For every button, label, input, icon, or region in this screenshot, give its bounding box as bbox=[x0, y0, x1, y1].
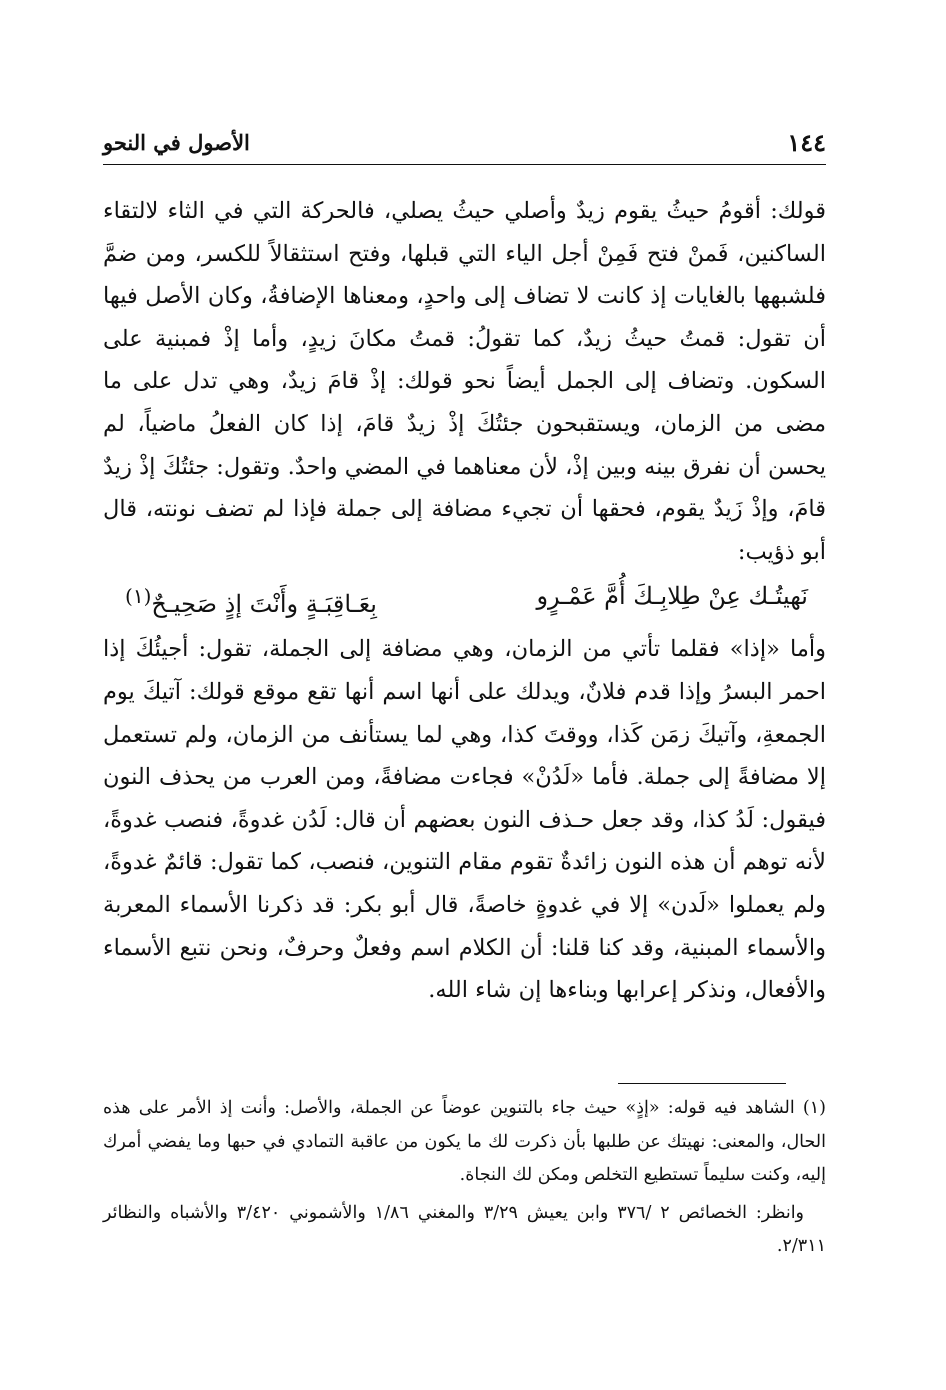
paragraph: وأما «إذا» فقلما تأتي من الزمان، وهي مضافة إلى الجملة، تقول: أجيئُكَ إذا احمر البسرُ وإذا قدم فلانٌ، ويدلك على أنها اسم أنها تقع موقع قولك: آتيكَ يوم الجمعةِ، وآتيكَ زمَن كَذا، ووقتَ كذا، وهي لما يستأنف من الزمان، ولم تستعمل إلا مضافةً إلى جملة. فأما «لَدُنْ» فجاءت مضافةً، ومن العرب من يحذف النون فيقول: لَدُ كذا، وقد جعل حـذف النون بعضهم أن قال: لَدُن غدوةً، فنصب غدوةً، لأنه توهم أن هذه النون زائدةٌ تقوم مقام التنوين، فنصب، كما تقول: قائمٌ غدوةً، ولم يعملوا «لَدن» إلا في غدوةٍ خاصةً، قال أبو بكر: قد ذكرنا الأسماء المعربة والأسماء المبنية، وقد كنا قلنا: أن الكلام اسم وفعلٌ وحرفٌ، ونحن نتبع الأسماء والأفعال، ونذكر إعرابها وبناءها إن شاء الله. bbox=[103, 636, 826, 1004]
footnote-sources: وانظر: الخصائص ٢ /٣٧٦ وابن يعيش ٣/٢٩ والمغني ١/٨٦ والأشموني ٣/٤٢٠ والأشباه والنظائر ٢/٣١١. bbox=[103, 1202, 826, 1256]
verse-second-hemistich bbox=[125, 573, 377, 628]
footnote-mark: (١) bbox=[125, 584, 152, 609]
verse-second-hemistich-text: بِعَـاقِبَـةٍ وأَنْتَ إذٍ صَحِيـحٌ bbox=[151, 590, 377, 619]
main-text bbox=[103, 190, 826, 1012]
footnotes bbox=[103, 1092, 826, 1264]
running-title: الأصول في النحو bbox=[103, 130, 250, 155]
paragraph: قولك: أقومُ حيثُ يقوم زيدٌ وأصلي حيثُ يصلي، فالحركة التي في الثاء لالتقاء الساكنين، فَمنْ فتح فَمِنْ أجل الياء التي قبلها، وفتح استثقالاً للكسر، ومن ضمَّ فلشبهها بالغايات إذ كانت لا تضاف إلى واحدٍ، ومعناها الإضافةُ، وكان الأصل فيها أن تقول: قمتُ حيثُ زيدٌ، كما تقولُ: قمتُ مكانَ زيدٍ، وأما إذْ فمبنية على السكون. وتضاف إلى الجمل أيضاً نحو قولك: إذْ قامَ زيدٌ، وهي تدل على ما مضى من الزمان، ويستقبحون جئتُكَ إذْ زيدٌ قامَ، إذا كان الفعلُ ماضياً، لم يحسن أن نفرق بينه وبين إذْ، لأن معناهما في المضي واحدٌ. وتقول: جئتُكَ إذْ زيدٌ قامَ، وإذْ زَيدٌ يقوم، فحقها أن تجيء مضافة إلى جملة فإذا لم تضف نونته، قال أبو ذؤيب: bbox=[103, 198, 826, 565]
page-header bbox=[103, 128, 826, 165]
footnote-1: (١) الشاهد فيه قوله: «إذٍ» حيث جاء بالتنوين عوضاً عن الجملة، والأصل: وأنت إذ الأمر على هذه الحال، والمعنى: نهيتك عن طلبها بأن ذكرت لك ما يكون من عاقبة التمادي في حبها وما يفضي أمرك إليه، وكنت سليماً تستطيع التخلص ومكن لك النجاة. bbox=[103, 1098, 826, 1185]
footnote-separator bbox=[618, 1083, 786, 1084]
poetry-verse bbox=[103, 573, 826, 628]
page-number: ١٤٤ bbox=[787, 128, 826, 157]
verse-first-hemistich: نَهيتُـك عِنْ طِلابِـكَ أُمَّ عَمْـرٍو bbox=[536, 582, 808, 611]
